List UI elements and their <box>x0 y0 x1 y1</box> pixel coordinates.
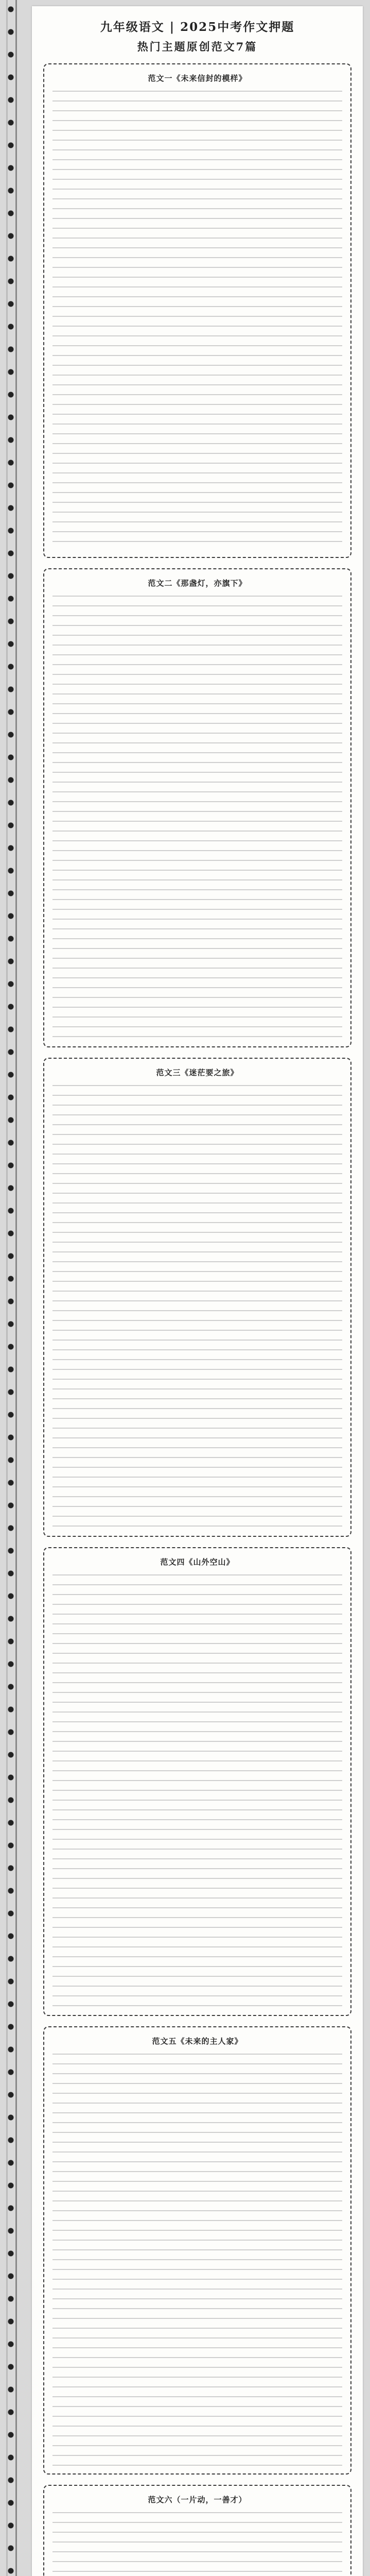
essay-section <box>43 568 351 1047</box>
section-heading: 范文一《未来信封的模样》 <box>148 74 247 83</box>
sections <box>43 63 351 2576</box>
document-subtitle: 热门主题原创范文7篇 <box>137 40 258 53</box>
document-header <box>43 18 351 54</box>
section-heading: 范文六（一片动，一善才） <box>148 2495 247 2504</box>
binding-rings <box>5 0 30 2576</box>
section-body <box>52 2054 342 2466</box>
section-heading: 范文五《未来的主人家》 <box>152 2037 243 2046</box>
section-heading: 范文四《山外空山》 <box>160 1557 235 1567</box>
paper-sheet <box>32 6 363 2576</box>
essay-section <box>43 1547 351 2016</box>
section-body <box>52 1574 342 2007</box>
essay-section <box>43 1058 351 1537</box>
section-body <box>52 2512 342 2576</box>
section-body <box>52 1085 342 1528</box>
section-heading: 范文三《迷茫要之旅》 <box>156 1068 239 1077</box>
section-body <box>52 91 342 549</box>
essay-section <box>43 63 351 558</box>
essay-section <box>43 2485 351 2576</box>
document-title: 九年级语文 | 2025中考作文押题 <box>100 20 295 34</box>
section-heading: 范文二《那盏灯，亦旗下》 <box>148 579 247 588</box>
essay-section <box>43 2026 351 2475</box>
section-body <box>52 596 342 1039</box>
